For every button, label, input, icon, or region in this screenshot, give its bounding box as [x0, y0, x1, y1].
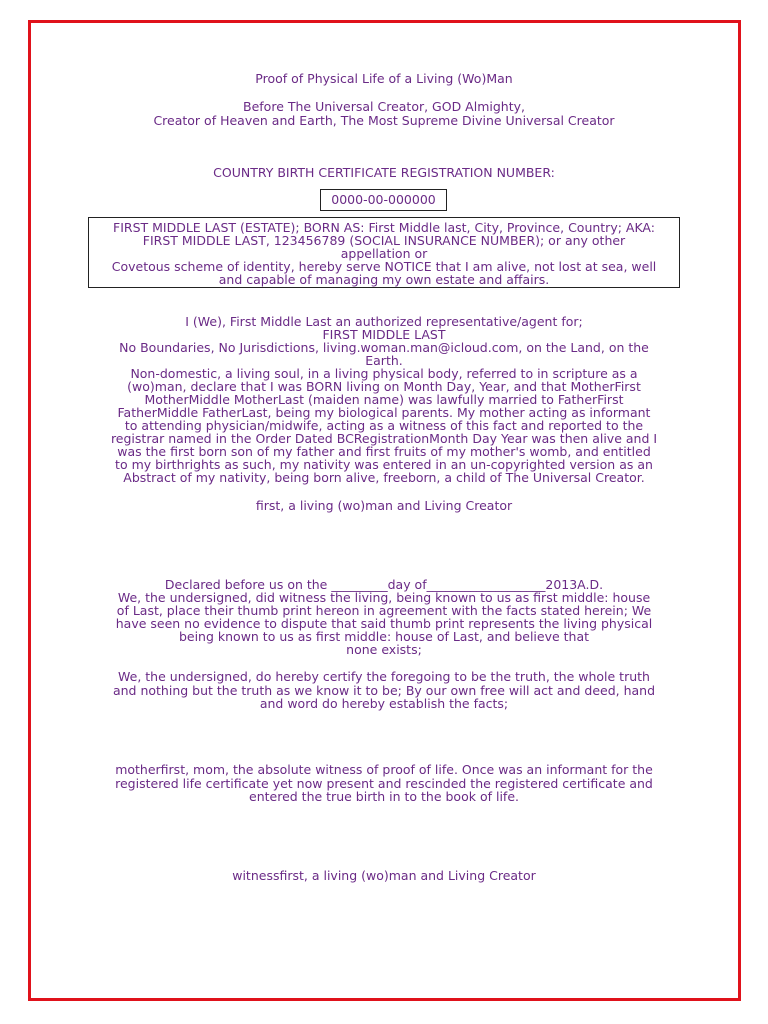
estate-notice-box: FIRST MIDDLE LAST (ESTATE); BORN AS: First Middle last, City, Province, Country; AKA: FIRST MIDDLE LAST, 123456789 (SOCIAL INSURANCE NUMBER); or any other appellation or Covetous scheme of identity, hereby serve NOTICE that I am alive, not lost at sea, well and capable of managing my own estate and affairs. — [88, 217, 680, 288]
declaration-paragraph: I (We), First Middle Last an authorized representative/agent for; FIRST MIDDLE LAST No Boundaries, No Jurisdictions, living.woman.man@icloud.com, on the Land, on the Earth. Non-domestic, a living soul, in a living physical body, referred to in scripture as a (wo)man, declare that I was BORN living on Month Day, Year, and that MotherFirst MotherMiddle MotherLast (maiden name) was lawfully married to FatherFirst FatherMiddle FatherLast, being my biological parents. My mother acting as informant to attending physician/midwife, acting as a witness of this fact and reported to the registrar named in the Order Dated BCRegistrationMonth Day Year was then alive and I was the first born son of my father and first fruits of my mother's womb, and entitled to my birthrights as such, my nativity was entered in an un-copyrighted version as an Abstract of my nativity, being born alive, freeborn, a child of The Universal Creator. — [110, 314, 658, 485]
signature-line-witness: witnessfirst, a living (wo)man and Living Creator — [232, 868, 536, 883]
certification-paragraph: We, the undersigned, do hereby certify the foregoing to be the truth, the whole truth and nothing but the truth as we know it to be; By our own free will act and deed, hand and word do hereby establish the facts; — [112, 669, 656, 711]
mother-witness-paragraph: motherfirst, mom, the absolute witness of proof of life. Once was an informant for the registered life certificate yet now present and rescinded the registered certificate and entered the true birth in to the book of life. — [115, 762, 653, 804]
registration-number-box: 0000-00-000000 — [320, 189, 447, 211]
signature-line-first: first, a living (wo)man and Living Creator — [255, 498, 513, 513]
registration-label: COUNTRY BIRTH CERTIFICATE REGISTRATION NUMBER: — [213, 165, 555, 180]
witness-statement: Declared before us on the _________day of___________________2013A.D. We, the undersigned, did witness the living, being known to us as first middle: house of Last, place their thumb print hereon in agreement with the facts stated herein; We have seen no evidence to dispute that said thumb print represents the living physical being known to us as first middle: house of Last, and believe that none exists; — [115, 577, 653, 657]
invocation-text: Before The Universal Creator, GOD Almighty, Creator of Heaven and Earth, The Most Supreme Divine Universal Creator — [153, 99, 615, 128]
document-title: Proof of Physical Life of a Living (Wo)Man — [255, 71, 513, 86]
